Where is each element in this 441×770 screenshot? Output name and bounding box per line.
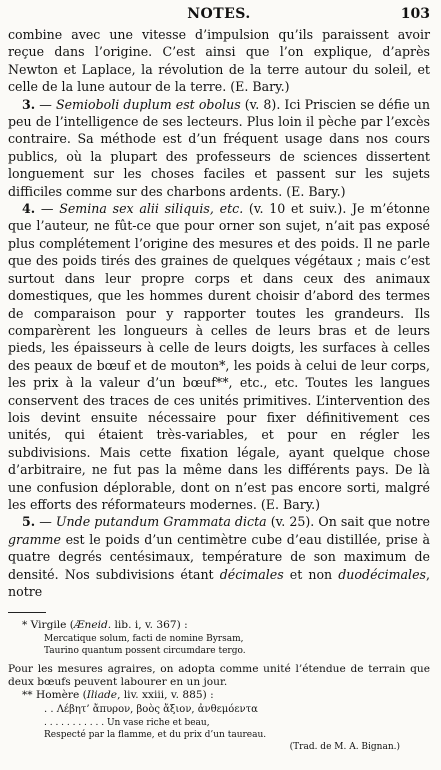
note-dash: —: [35, 201, 60, 217]
note-number: 5.: [22, 514, 36, 530]
note-continuation: [8, 26, 430, 96]
footnote-work: Iliade: [86, 689, 118, 702]
running-title: NOTES.: [187, 6, 251, 22]
note-4: [8, 200, 430, 513]
latin-verse-2: Taurino quantum possent circumdare tergo.: [44, 645, 246, 656]
translation-line-2: Respecté par la flamme, et du prix d’un taureau.: [44, 729, 267, 740]
note-5: [8, 513, 430, 600]
note-number: 4.: [22, 201, 36, 217]
footnote-marker: * Virgile (: [22, 619, 74, 632]
footnote-reference: , liv. xxiii, v. 885) :: [117, 689, 214, 702]
note-text: (v. 25). On sait que notre: [266, 514, 430, 530]
footnote-1-ref: [8, 619, 430, 632]
footnote-rule: [8, 612, 46, 613]
note-text: et non: [283, 566, 339, 582]
latin-verse-1: Mercatique solum, facti de nomine Byrsam,: [44, 633, 244, 644]
footnote-reference: lib. i, v. 367) :: [111, 619, 188, 632]
note-text: (v. 10 et suiv.). Je m’étonne que l’auteur, ne fût-ce que pour orner son sujet, n’ait pas exposé plus complétement l’origine des mesures et des poids. Il ne parle que des poids tirés des graines de quelques végétaux ; mais c’est surtout dans leur propre corps et dans ceux des animaux domestiques, que les hommes durent choisir d’abord des termes de comparaison pour y rapporter toutes les grandeurs. Ils comparèrent les longueurs à celles de leurs bras et de leurs pieds, les épaisseurs à celle de leurs doigts, les surfaces à celles des peaux de bœuf et de mouton*, les poids à celui de leur corps, les prix à la valeur d’un bœuf**, etc., etc. Toutes les langues conservent des traces de ces unités primitives. L’intervention des lois devint ensuite nécessaire pour fixer définitivement ces unités, qui étaient très-variables, et pour en régler les subdivisions. Mais cette fixation légale, ayant quelque chose d’arbitraire, ne fut pas la même dans les différents pays. De là une confusion déplorable, dont on n’est pas encore sorti, malgré les efforts des réformateurs modernes. (E. Bary.): [8, 201, 431, 512]
note-dash: —: [35, 514, 56, 530]
running-header: [8, 4, 430, 26]
term-decimales: décimales: [219, 566, 284, 582]
translation-line-1: . . . . . . . . . . . Un vase riche et beau,: [44, 717, 210, 728]
note-citation: Semina sex alii siliquis, etc.: [59, 201, 244, 217]
note-text: (v. 8). Ici Priscien se défie un peu de l’intelligence de ses lecteurs. Plus loin il pèche par l’excès contraire. Sa méthode est d’un fréquent usage dans nos cours publics, où la plupart des professeurs de sciences dissertent longuement sur les choses faciles et passent sur les sujets difficiles comme sur des charbons ardents. (E. Bary.): [8, 96, 430, 199]
term-gramme: gramme: [8, 531, 61, 547]
note-text: , notre: [8, 566, 431, 599]
note-continuation-text: combine avec une vitesse d’impulsion qu’ils paraissent avoir reçue dans l’origine. C’est ainsi que l’on explique, d’après Newton et Laplace, la révolution de la terre autour du soleil, et celle de la lune autour de la terre. (E. Bary.): [8, 27, 430, 95]
footnote-2-ref: [8, 689, 430, 702]
footnote-work: Æneid.: [73, 619, 112, 632]
footnote-marker: ** Homère (: [22, 689, 87, 702]
page-number: 103: [400, 6, 430, 22]
greek-verse: . . Λέβητ’ ἄπυρον, βοὸς ἄξιον, ἀνθεμόεντα: [44, 703, 258, 715]
notes-body: [8, 26, 430, 600]
term-duodecimales: duodécimales: [338, 566, 426, 582]
footnotes: [8, 619, 430, 754]
note-number: 3.: [22, 96, 36, 112]
note-3: [8, 96, 430, 200]
note-dash: —: [35, 96, 56, 112]
note-citation: Semioboli duplum est obolus: [55, 96, 241, 112]
note-citation: Unde putandum Grammata dicta: [55, 514, 267, 530]
translation-credit: (Trad. de M. A. Bignan.): [289, 742, 400, 753]
note-text: est le poids d’un centimètre cube d’eau distillée, prise à quatre degrés centésimaux, température de son maximum de densité. Nos subdivisions étant: [8, 531, 430, 582]
footnote-1-text: Pour les mesures agraires, on adopta comme unité l’étendue de terrain que deux bœufs peuvent labourer en un jour.: [8, 663, 430, 689]
